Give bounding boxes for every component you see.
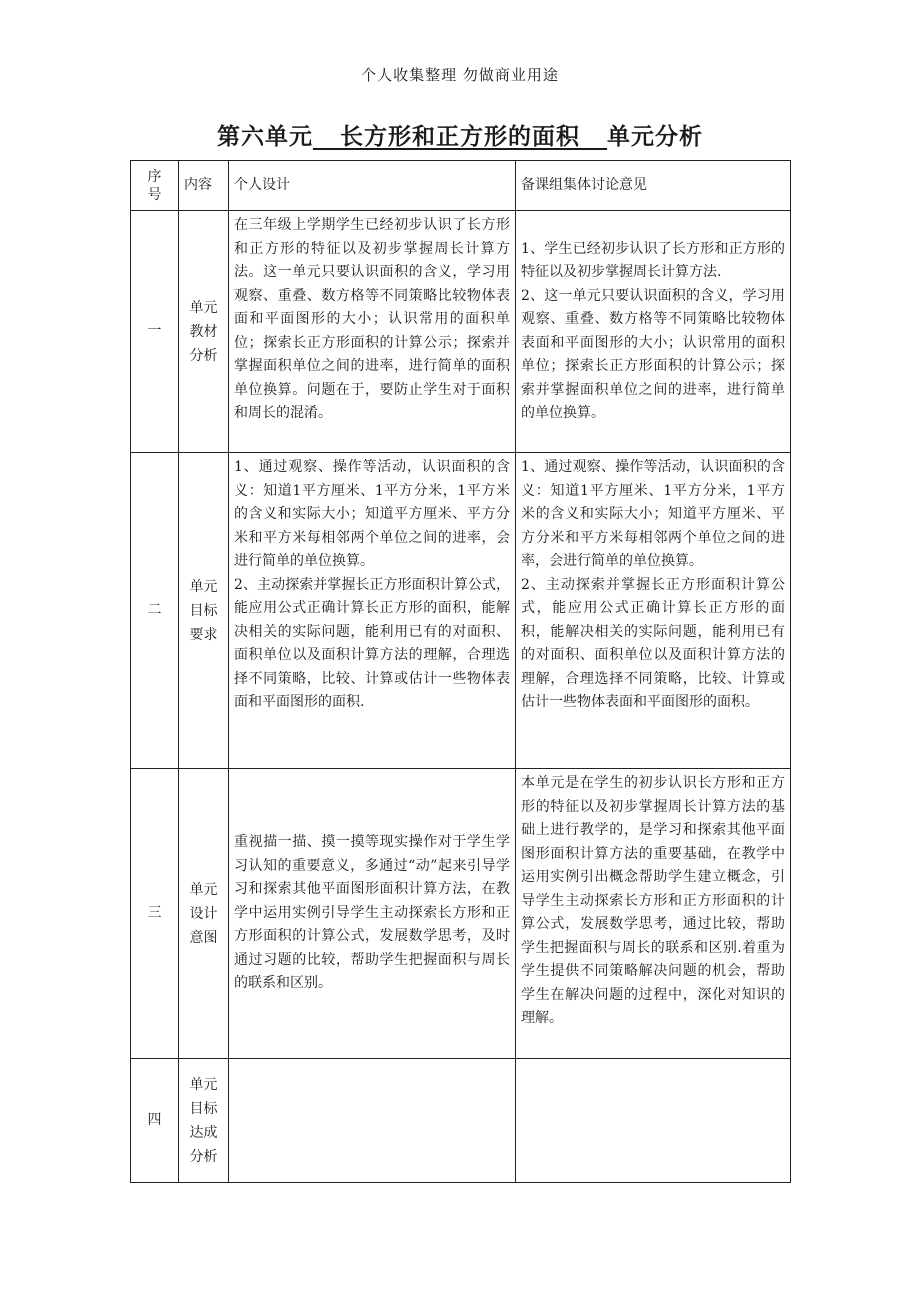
table-row-2: [131, 453, 791, 769]
personal-design-cell: [229, 1059, 516, 1183]
header-group: 备课组集体讨论意见: [516, 161, 791, 211]
page-title: [0, 118, 920, 151]
row-label: 单元 教材 分析: [179, 211, 229, 453]
unit-analysis-table: [130, 160, 791, 1183]
group-opinion-cell: 1、学生已经初步认识了长方形和正方形的特征以及初步掌握周长计算方法. 2、这一单元只要认识面积的含义，学习用观察、重叠、数方格等不同策略比较物体表面和平面图形的大小；认识常用的面积单位；探索长正方形面积的计算公示；探索并掌握面积单位之间的进率，进行简单的单位换算。: [516, 211, 791, 453]
personal-design-cell: 1、通过观察、操作等活动，认识面积的含义：知道1平方厘米、1平方分米，1平方米的含义和实际大小；知道平方厘米、平方分米和平方米每相邻两个单位之间的进率，会进行简单的单位换算。 2、主动探索并掌握长正方形面积计算公式，能应用公式正确计算长正方形的面积，能解决相关的实际问题，能利用已有的对面积、面积单位以及面积计算方法的理解，合理选择不同策略，比较、计算或估计一些物体表面和平面图形的面积.: [229, 453, 516, 769]
row-seq: 四: [131, 1059, 179, 1183]
header-seq: 序 号: [131, 161, 179, 211]
table-row-3: [131, 769, 791, 1059]
group-opinion-cell: 本单元是在学生的初步认识长方形和正方形的特征以及初步掌握周长计算方法的基础上进行教学的，是学习和探索其他平面图形面积计算方法的重要基础，在教学中运用实例引出概念帮助学生建立概念，引导学生主动探索长方形和正方形面积的计算公式，发展数学思考，通过比较，帮助学生把握面积与周长的联系和区别.着重为学生提供不同策略解决问题的机会，帮助学生在解决问题的过程中，深化对知识的理解。: [516, 769, 791, 1059]
row-label: 单元 目标 要求: [179, 453, 229, 769]
header-note: 个人收集整理 勿做商业用途: [361, 66, 559, 84]
group-opinion-cell: 1、通过观察、操作等活动，认识面积的含义：知道1平方厘米、1平方分米，1平方米的含义和实际大小；知道平方厘米、平方分米和平方米每相邻两个单位之间的进率，会进行简单的单位换算。 2、主动探索并掌握长正方形面积计算公式，能应用公式正确计算长正方形的面积，能解决相关的实际问题，能利用已有的对面积、面积单位以及面积计算方法的理解，合理选择不同策略，比较、计算或估计一些物体表面和平面图形的面积。: [516, 453, 791, 769]
table-row-1: [131, 211, 791, 453]
header-personal: 个人设计: [229, 161, 516, 211]
title-prefix: 第六单元: [216, 123, 313, 150]
title-topic: 长方形和正方形的面积: [340, 123, 580, 150]
row-seq: 二: [131, 453, 179, 769]
header-content: 内容: [179, 161, 229, 211]
title-suffix: 单元分析: [607, 123, 704, 150]
row-seq: 三: [131, 769, 179, 1059]
row-label: 单元 目标 达成 分析: [179, 1059, 229, 1183]
table-row-4: [131, 1059, 791, 1183]
row-label: 单元 设计 意图: [179, 769, 229, 1059]
table-header-row: [131, 161, 791, 211]
personal-design-cell: 重视描一描、摸一摸等现实操作对于学生学习认知的重要意义，多通过“动”起来引导学习和探索其他平面图形面积计算方法，在教学中运用实例引导学生主动探索长方形和正方形面积的计算公式，发展数学思考，及时通过习题的比较，帮助学生把握面积与周长的联系和区别。: [229, 769, 516, 1059]
group-opinion-cell: [516, 1059, 791, 1183]
row-seq: 一: [131, 211, 179, 453]
personal-design-cell: 在三年级上学期学生已经初步认识了长方形和正方形的特征以及初步掌握周长计算方法。这一单元只要认识面积的含义，学习用观察、重叠、数方格等不同策略比较物体表面和平面图形的大小；认识常用的面积单位；探索长正方形面积的计算公示；探索并掌握面积单位之间的进率，进行简单的面积单位换算。问题在于，要防止学生对于面积和周长的混淆。: [229, 211, 516, 453]
